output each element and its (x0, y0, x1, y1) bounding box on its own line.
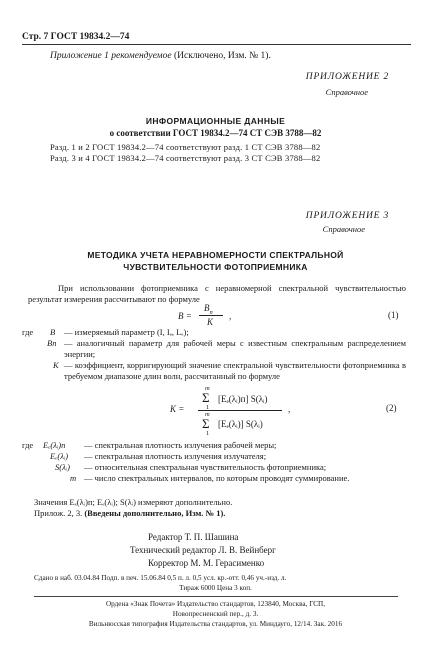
formula2-fraction-line (198, 410, 282, 411)
def-text: — спектральная плотность излучения излучателя; (84, 451, 267, 461)
appendix2-label: ПРИЛОЖЕНИЕ 2 (305, 72, 389, 82)
formula1-number: (1) (388, 310, 399, 320)
imprint-rule (34, 596, 398, 597)
formula1-comma: , (229, 311, 232, 321)
def-symbol: K (53, 360, 59, 370)
def-symbol: Eₑ(λᵢ) (50, 451, 69, 461)
def-text: — аналогичный параметр для рабочей меры с известным спектральным распределением энергии; (64, 338, 406, 359)
def-text: — число спектральных интервалов, по которым проводят суммирование. (84, 473, 350, 483)
def-symbol: m (70, 473, 77, 483)
def-where: где (22, 327, 34, 337)
formula2-sum-icon: Σ (202, 416, 210, 431)
formula2-sum-bottom: 1 (206, 404, 210, 411)
page-header: Стр. 7 ГОСТ 19834.2—74 (22, 32, 130, 42)
formula2-number: (2) (386, 403, 397, 413)
appendix3-label: ПРИЛОЖЕНИЕ 3 (305, 211, 389, 221)
credit-editor: Редактор Т. П. Шашина (148, 532, 239, 542)
appendix3-heading-line1: МЕТОДИКА УЧЕТА НЕРАВНОМЕРНОСТИ СПЕКТРАЛЬНОЙ (87, 250, 344, 260)
def-symbol: Bп (47, 338, 57, 348)
def-symbol: Eₑ(λᵢ)п (43, 440, 66, 450)
formula2-sum-top: m (205, 411, 210, 418)
intro-paragraph (28, 283, 406, 305)
appendix2-heading: ИНФОРМАЦИОННЫЕ ДАННЫЕ (145, 116, 286, 126)
formula2-sum-icon: Σ (202, 390, 210, 405)
imprint-printer: Вильнюсская типография Издательства стандартов, ул. Миндауго, 12/14. Зак. 2016 (88, 620, 343, 628)
formula2-denominator: [Eₑ(λᵢ)] S(λᵢ) (218, 419, 263, 429)
appendix1-note-status: (Исключено, Изм. № 1). (173, 51, 271, 61)
formula1-lhs: B = (178, 311, 192, 321)
formula2-comma: , (288, 404, 291, 414)
formula1-numerator-sub: п (209, 308, 213, 316)
def-text: — спектральная плотность излучения рабочей меры; (84, 440, 277, 450)
formula2-sum-top: m (205, 385, 210, 392)
credit-proofreader: Корректор М. М. Герасименко (148, 558, 265, 568)
formula2-sum-bottom: 1 (206, 430, 210, 437)
formula1-denominator: K (207, 317, 214, 327)
header-rule (22, 44, 411, 45)
formula1-numerator-symbol: B (204, 303, 210, 313)
appendix3-heading-line2: ЧУВСТВИТЕЛЬНОСТИ ФОТОПРИЕМНИКА (123, 262, 308, 272)
imprint-run-price: Тираж 6000 Цена 3 коп. (179, 584, 252, 592)
def-text: — относительная спектральная чувствительность фотоприемника; (84, 462, 327, 472)
correspondence-line: Разд. 1 и 2 ГОСТ 19834.2—74 соответствуют разд. 1 СТ СЭВ 3788—82 (50, 142, 321, 152)
values-note: Значения Eₑ(λᵢ)п; Eₑ(λᵢ); S(λᵢ) измеряют дополнительно. (34, 497, 233, 507)
amendment-note-ref: Прилож. 2, 3. (34, 508, 83, 518)
imprint-publisher-address: Новопресненский пер., д. 3. (172, 610, 259, 618)
formula1-fraction-line (199, 315, 223, 316)
def-text: — измеряемый параметр (I, Iₑ, Lₑ); (64, 327, 189, 337)
def-symbol: B (50, 327, 56, 337)
amendment-note (34, 508, 225, 518)
imprint-publisher: Ордена «Знак Почета» Издательство стандартов, 123840, Москва, ГСП, (105, 600, 326, 608)
correspondence-line: Разд. 3 и 4 ГОСТ 19834.2—74 соответствуют разд. 3 СТ СЭВ 3788—82 (50, 153, 321, 163)
appendix1-note-italic: Приложение 1 рекомендуемое (50, 51, 172, 61)
imprint-print-info: Сдано в наб. 03.04.84 Подп. в печ. 15.06.84 0,5 п. л. 0,5 усл. кр.-отт. 0,46 уч.-изд. л. (34, 574, 287, 582)
appendix2-subheading: о соответствии ГОСТ 19834.2—74 СТ СЭВ 3788—82 (109, 128, 322, 138)
formula2-numerator: [Eₑ(λᵢ)п] S(λᵢ) (218, 394, 268, 404)
formula1-numerator (204, 303, 213, 316)
def-where: где (22, 440, 34, 450)
appendix2-type: Справочное (325, 87, 368, 97)
appendix1-note (50, 51, 271, 61)
intro-text: При использовании фотоприемника с неравномерной спектральной чувствительностью результат измерения рассчитывают по формуле (28, 283, 406, 304)
amendment-note-status: (Введены дополнительно, Изм. № 1). (84, 508, 226, 518)
appendix3-type: Справочное (322, 224, 365, 234)
def-symbol: S(λᵢ) (55, 462, 70, 472)
credit-tech-editor: Технический редактор Л. В. Вейнберг (130, 545, 276, 555)
def-text: — коэффициент, корригирующий значение спектральной чувствительности фотоприемника в требуемом диапазоне длин волн, рассчитанный по формуле (64, 360, 406, 381)
formula2-lhs: K = (170, 404, 185, 414)
